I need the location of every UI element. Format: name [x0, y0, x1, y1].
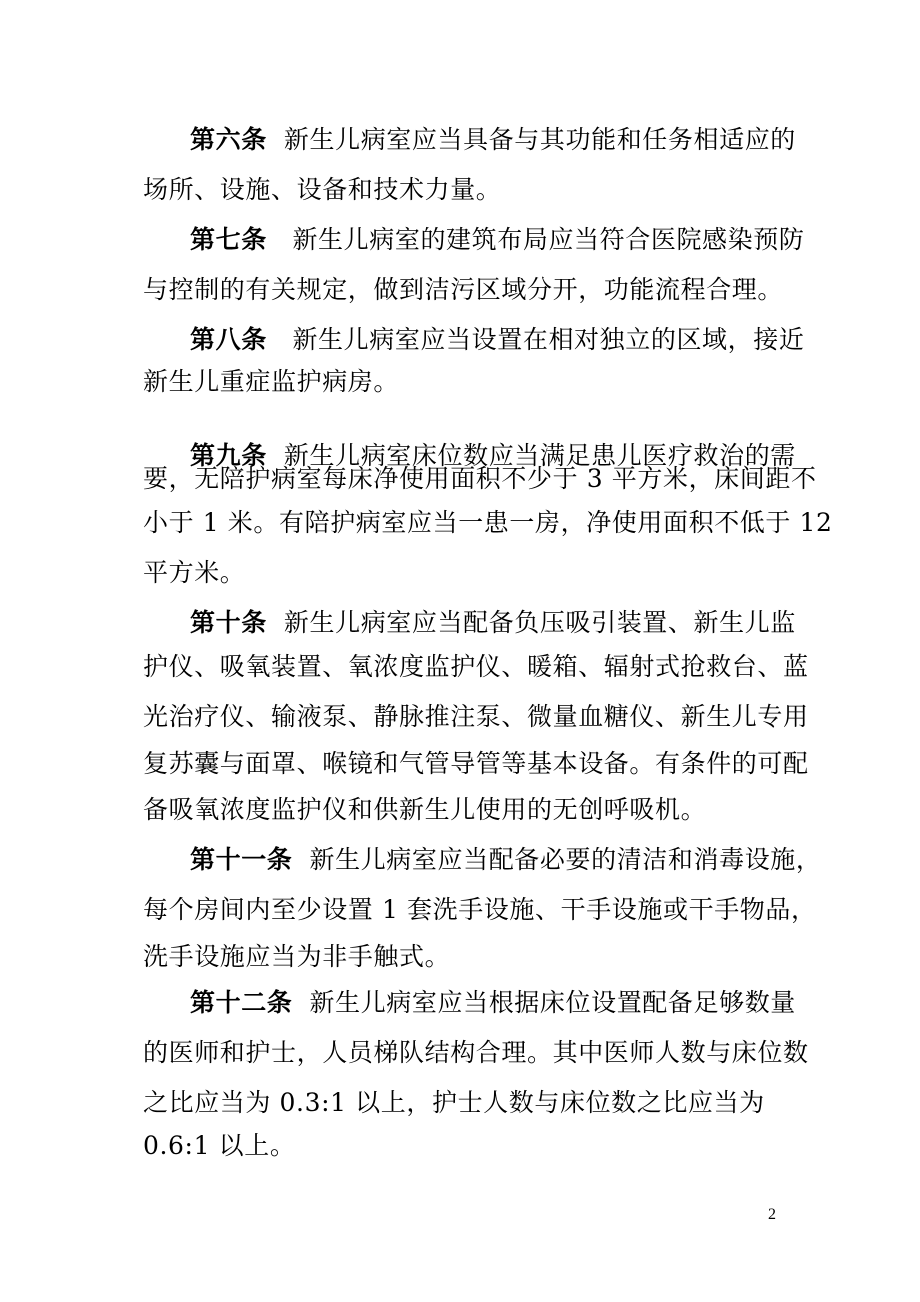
- paragraph-line: 洗手设施应当为非手触式。: [143, 942, 451, 971]
- paragraph-line: 的医师和护士，人员梯队结构合理。其中医师人数与床位数: [143, 1038, 809, 1067]
- article-number: 第十条: [190, 608, 267, 637]
- paragraph-line: 备吸氧浓度监护仪和供新生儿使用的无创呼吸机。: [143, 795, 707, 824]
- article-number: 第七条: [190, 225, 267, 254]
- article-number: 第十一条: [190, 845, 293, 874]
- paragraph-line: 护仪、吸氧装置、氧浓度监护仪、暖箱、辐射式抢救台、蓝: [143, 652, 809, 681]
- article-number: 第六条: [190, 125, 267, 154]
- paragraph-line: 小于 1 米。有陪护病室应当一患一房，净使用面积不低于 12: [143, 508, 833, 537]
- paragraph-line: 与控制的有关规定，做到洁污区域分开，功能流程合理。: [143, 275, 784, 304]
- paragraph-line: 光治疗仪、输液泵、静脉推注泵、微量血糖仪、新生儿专用: [143, 702, 809, 731]
- article-number: 第十二条: [190, 988, 293, 1017]
- article-number: 第八条: [190, 325, 267, 354]
- paragraph-line: 场所、设施、设备和技术力量。: [143, 175, 502, 204]
- paragraph-line: 平方米。: [143, 558, 246, 587]
- paragraph-line: 复苏囊与面罩、喉镜和气管导管等基本设备。有条件的可配: [143, 749, 809, 778]
- article-number: 第九条: [190, 441, 267, 470]
- paragraph-line: 第十二条 新生儿病室应当根据床位设置配备足够数量: [190, 988, 796, 1017]
- paragraph-line: 第八条 新生儿病室应当设置在相对独立的区域，接近: [190, 325, 805, 354]
- paragraph-line: 第十一条 新生儿病室应当配备必要的清洁和消毒设施，: [190, 845, 822, 874]
- paragraph-line: 第七条 新生儿病室的建筑布局应当符合医院感染预防: [190, 225, 805, 254]
- paragraph-line: 0.6:1 以上。: [143, 1131, 296, 1160]
- paragraph-line: 第九条 新生儿病室床位数应当满足患儿医疗救治的需: [190, 441, 796, 470]
- paragraph-line: 要，无陪护病室每床净使用面积不少于 3 平方米，床间距不: [143, 464, 817, 493]
- page-number: 2: [768, 1206, 776, 1223]
- paragraph-line: 第六条 新生儿病室应当具备与其功能和任务相适应的: [190, 125, 796, 154]
- paragraph-line: 之比应当为 0.3:1 以上，护士人数与床位数之比应当为: [143, 1088, 765, 1117]
- paragraph-line: 第十条 新生儿病室应当配备负压吸引装置、新生儿监: [190, 608, 796, 637]
- paragraph-line: 新生儿重症监护病房。: [143, 367, 400, 396]
- paragraph-line: 每个房间内至少设置 1 套洗手设施、干手设施或干手物品，: [143, 895, 817, 924]
